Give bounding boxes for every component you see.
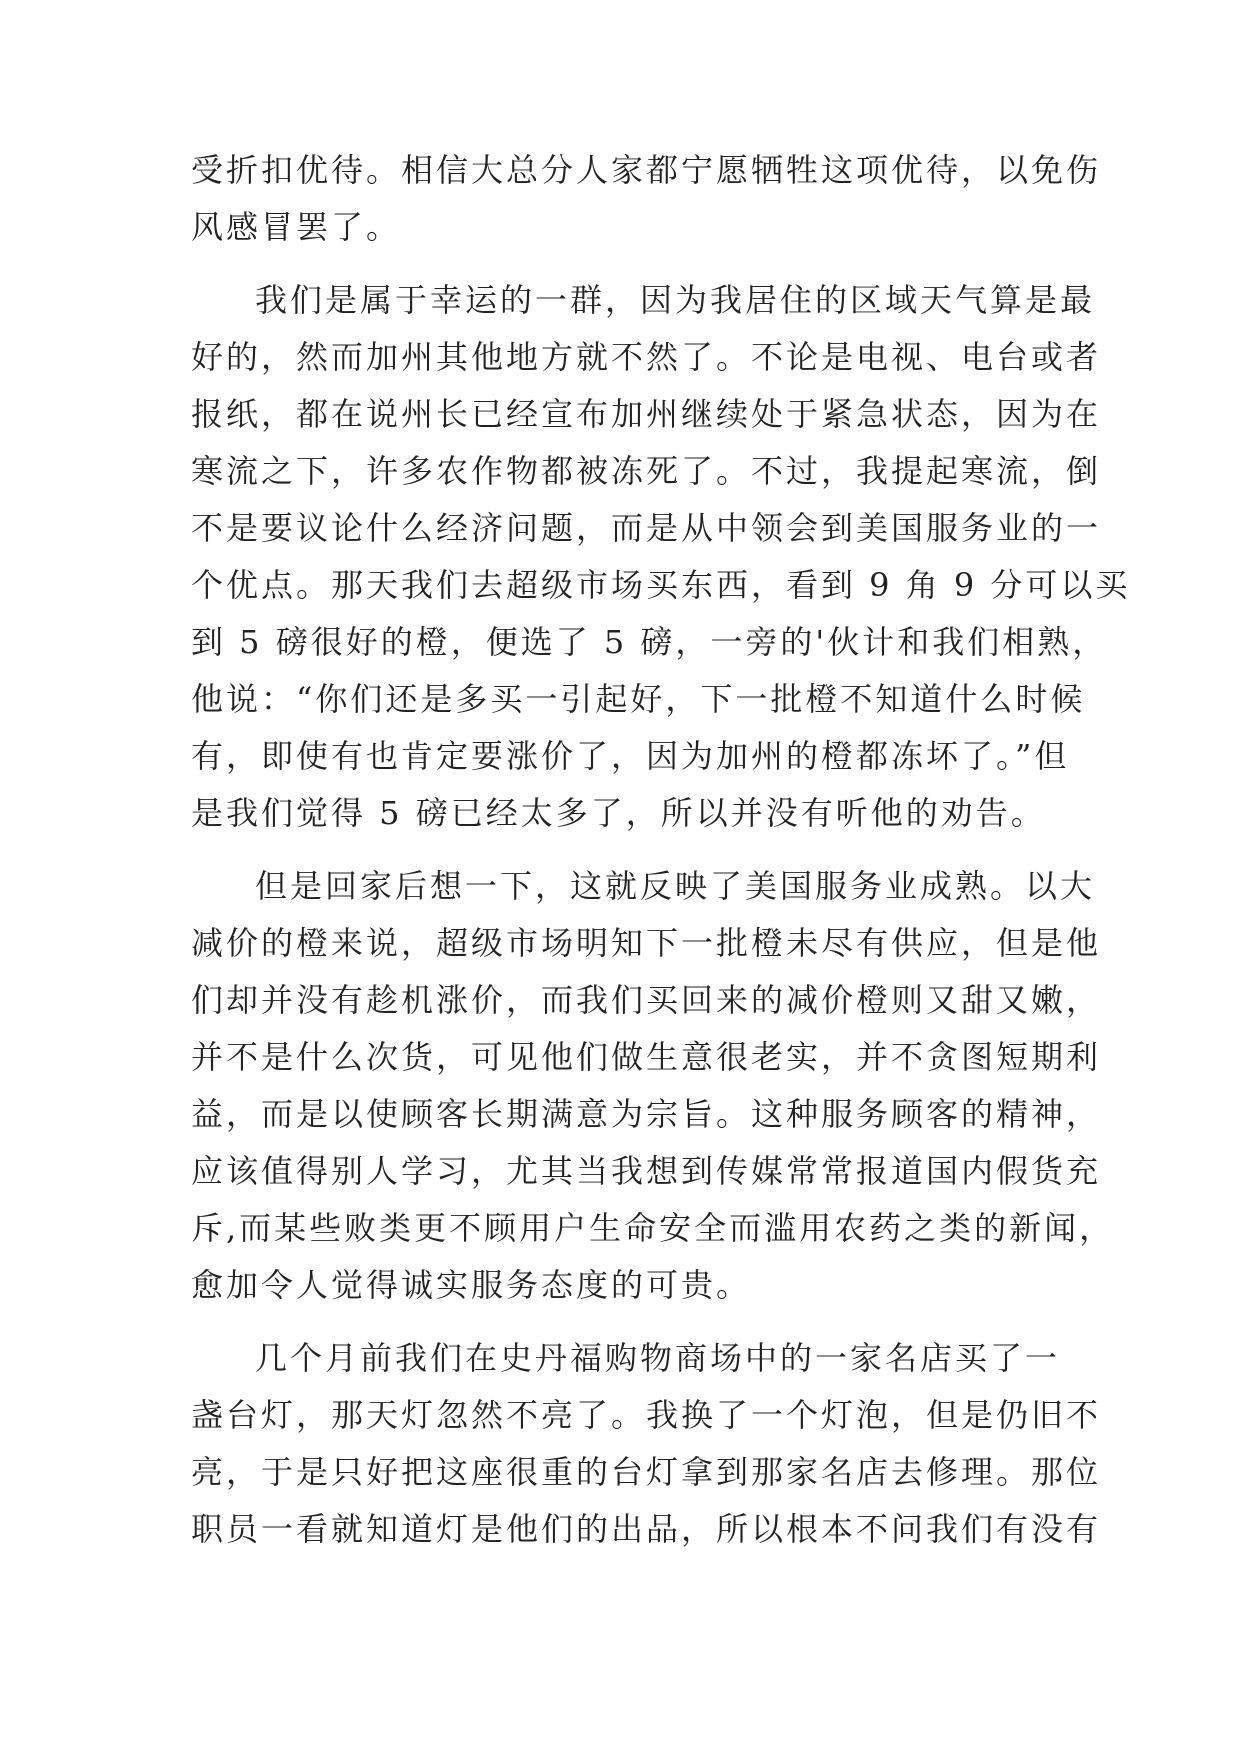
text-line: 寒流之下，许多农作物都被冻死了。不过，我提起寒流，倒 [191, 452, 1102, 490]
paragraph-first-line: 但是回家后想一下，这就反映了美国服务业成熟。以大 [255, 867, 1096, 905]
text-line: 好的，然而加州其他地方就不然了。不论是电视、电台或者 [191, 338, 1102, 376]
text-line: 个优点。那天我们去超级市场买东西，看到 9 角 9 分可以买 [191, 566, 1131, 604]
paragraph-first-line: 我们是属于幸运的一群，因为我居住的区域天气算是最 [255, 281, 1096, 319]
text-line: 应该值得别人学习，尤其当我想到传媒常常报道国内假货充 [191, 1152, 1102, 1190]
text-line: 减价的橙来说，超级市场明知下一批橙未尽有供应，但是他 [191, 924, 1102, 962]
text-line: 不是要议论什么经济问题，而是从中领会到美国服务业的一 [191, 509, 1102, 547]
text-line: 益，而是以使顾客长期满意为宗旨。这种服务顾客的精神， [191, 1095, 1102, 1133]
text-line: 有，即使有也肯定要涨价了，因为加州的橙都冻坏了。”但 [191, 737, 1070, 775]
text-line: 报纸，都在说州长已经宣布加州继续处于紧急状态，因为在 [191, 395, 1102, 433]
text-line: 亮，于是只好把这座很重的台灯拿到那家名店去修理。那位 [191, 1453, 1102, 1491]
text-line: 职员一看就知道灯是他们的出品，所以根本不问我们有没有 [191, 1510, 1102, 1548]
text-line: 愈加令人觉得诚实服务态度的可贵。 [191, 1266, 752, 1304]
text-line: 斥,而某些败类更不顾用户生命安全而滥用农药之类的新闻， [191, 1209, 1115, 1247]
text-line: 风感冒罢了。 [191, 208, 402, 246]
text-line: 们却并没有趁机涨价，而我们买回来的减价橙则又甜又嫩， [191, 981, 1102, 1019]
text-line: 是我们觉得 5 磅已经太多了，所以并没有听他的劝告。 [191, 794, 1046, 832]
text-line: 盏台灯，那天灯忽然不亮了。我换了一个灯泡，但是仍旧不 [191, 1396, 1102, 1434]
text-line: 并不是什么次货，可见他们做生意很老实，并不贪图短期利 [191, 1038, 1102, 1076]
text-line: 到 5 磅很好的橙，便选了 5 磅，一旁的'伙计和我们相熟， [191, 623, 1108, 661]
paragraph-first-line: 几个月前我们在史丹福购物商场中的一家名店买了一 [255, 1339, 1061, 1377]
text-line: 受折扣优待。相信大总分人家都宁愿牺牲这项优待，以免伤 [191, 151, 1102, 189]
text-line: 他说：“你们还是多买一引起好，下一批橙不知道什么时候 [191, 680, 1086, 718]
